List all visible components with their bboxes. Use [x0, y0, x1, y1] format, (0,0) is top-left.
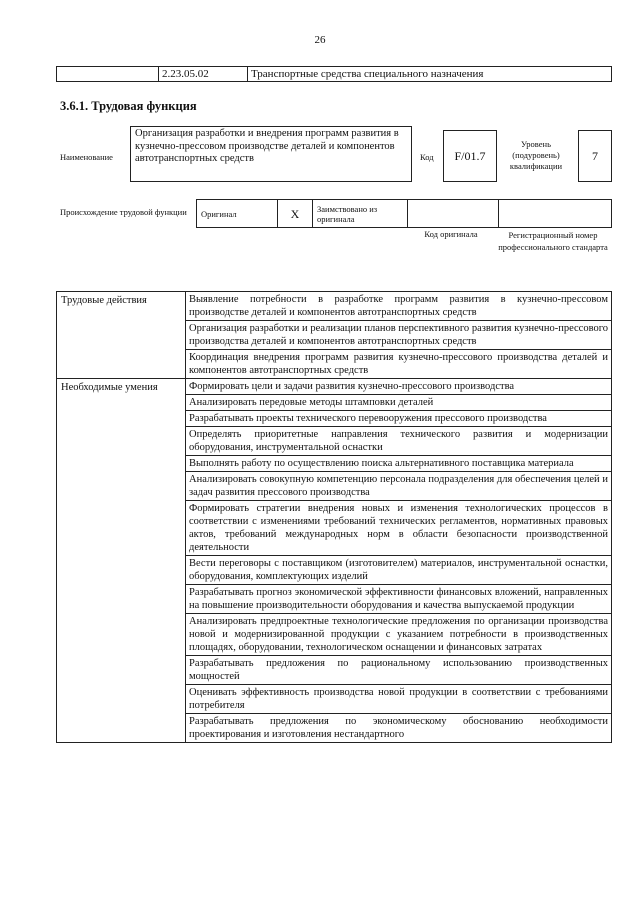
function-name-box: Организация разработки и внедрения программ развития в кузнечно-прессовом производстве деталей и компонентов автотранспортных средств	[130, 126, 412, 182]
item-cell: Определять приоритетные направления технического развития и модернизации оборудования, инструментальной оснастки	[186, 427, 612, 456]
code-row-blank	[57, 67, 159, 82]
original-mark: X	[278, 200, 313, 228]
function-details-table	[56, 291, 612, 743]
code-original-cell	[408, 200, 499, 228]
item-cell: Разрабатывать прогноз экономической эффективности финансовых вложений, направленных на повышение производительности оборудования и качества выпускаемой продукции	[186, 585, 612, 614]
item-cell: Анализировать предпроектные технологические предложения по организации производства новой и модернизированной продукции с указанием потребности в производственных площадях, оборудовании, технологическом оснащении и финансовых затратах	[186, 614, 612, 656]
code-original-label: Код оригинала	[424, 229, 478, 239]
item-cell: Координация внедрения программ развития кузнечно-прессового производства деталей и компонентов автотранспортных средств	[186, 350, 612, 379]
level-box: 7	[578, 130, 612, 182]
item-cell: Вести переговоры с поставщиком (изготовителем) материалов, инструментальной оснастки, оборудования, комплектующих изделий	[186, 556, 612, 585]
item-cell: Анализировать передовые методы штамповки деталей	[186, 395, 612, 411]
activity-name: Транспортные средства специального назначения	[248, 67, 612, 82]
table-row	[57, 379, 612, 395]
origin-table	[196, 199, 612, 228]
level-label: Уровень (подуровень) квалификации	[509, 139, 563, 171]
item-cell: Формировать стратегии внедрения новых и изменения технологических процессов в соответствии с изменениями требований технических регламентов, нормативных правовых актов, требований международных норм в области безопасности производственной деятельности	[186, 501, 612, 556]
category-cell: Трудовые действия	[57, 292, 186, 379]
origin-label: Происхождение трудовой функции	[60, 207, 187, 217]
item-cell: Формировать цели и задачи развития кузнечно-прессового производства	[186, 379, 612, 395]
page-number: 26	[314, 34, 326, 46]
code-row-table	[56, 66, 612, 82]
item-cell: Выявление потребности в разработке программ развития в кузнечно-прессовом производстве деталей и компонентов автотранспортных средств	[186, 292, 612, 321]
item-cell: Выполнять работу по осуществлению поиска альтернативного поставщика материала	[186, 456, 612, 472]
borrowed-label: Заимствовано из оригинала	[313, 200, 408, 228]
section-title: 3.6.1. Трудовая функция	[60, 99, 197, 113]
activity-code: 2.23.05.02	[159, 67, 248, 82]
item-cell: Оценивать эффективность производства новой продукции в соответствии с требованиями потребителя	[186, 685, 612, 714]
name-label: Наименование	[60, 152, 113, 162]
reg-number-cell	[499, 200, 612, 228]
item-cell: Разрабатывать проекты технического перевооружения прессового производства	[186, 411, 612, 427]
original-label: Оригинал	[197, 200, 278, 228]
item-cell: Разрабатывать предложения по рациональному использованию производственных мощностей	[186, 656, 612, 685]
category-cell: Необходимые умения	[57, 379, 186, 743]
table-row	[57, 292, 612, 321]
item-cell: Анализировать совокупную компетенцию персонала подразделения для обеспечения целей и задач развития прессового производства	[186, 472, 612, 501]
item-cell: Разрабатывать предложения по экономическому обоснованию необходимости проектирования и изготовления нестандартного	[186, 714, 612, 743]
function-code-box: F/01.7	[443, 130, 497, 182]
reg-number-label: Регистрационный номер профессионального стандарта	[498, 230, 608, 252]
code-label: Код	[420, 152, 434, 162]
item-cell: Организация разработки и реализации планов перспективного развития кузнечно-прессового производства деталей и компонентов автотранспортных средств	[186, 321, 612, 350]
